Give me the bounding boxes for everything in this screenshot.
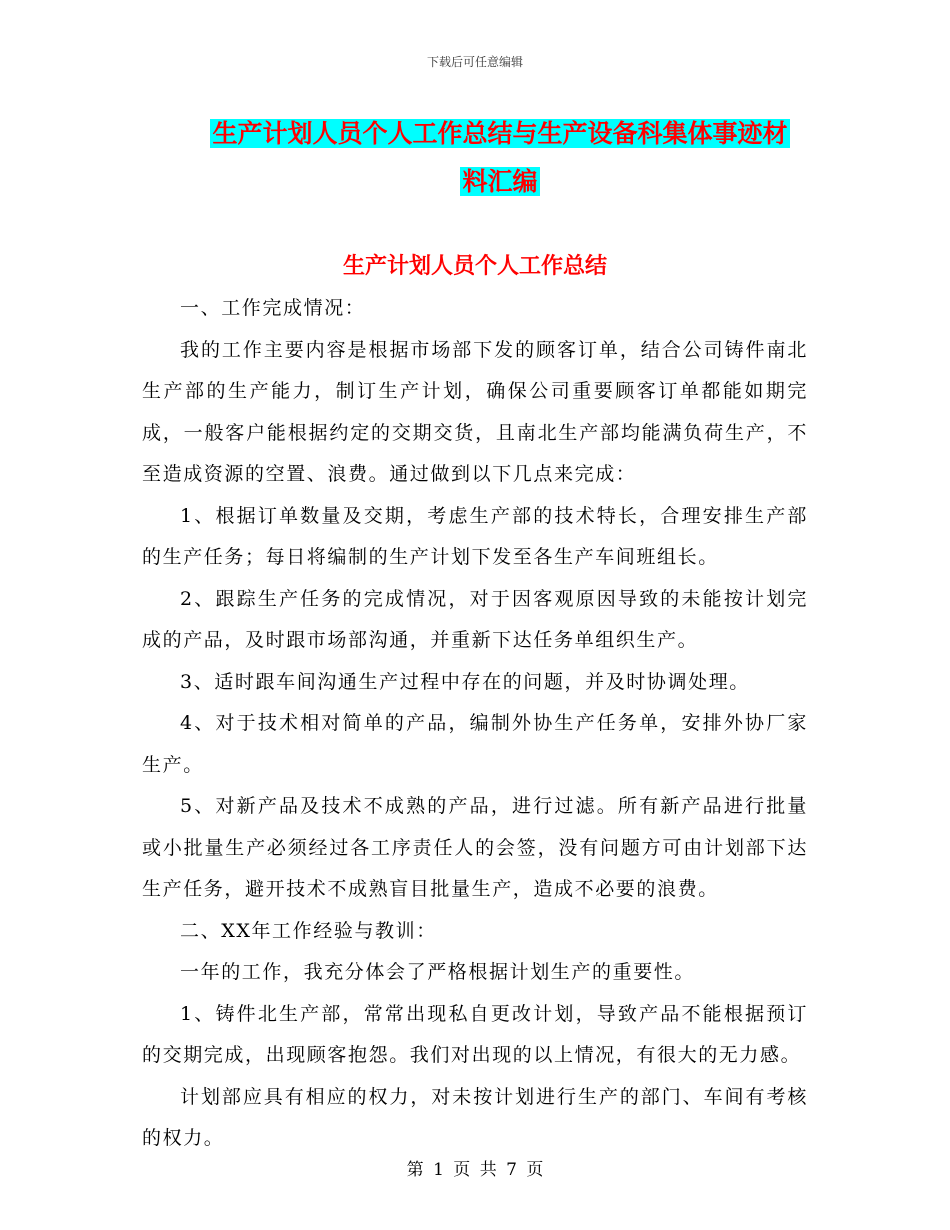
paragraph-7: 5、对新产品及技术不成熟的产品，进行过滤。所有新产品进行批量或小批量生产必须经过各工序责任人的会签，没有问题方可由计划部下达生产任务，避开技术不成熟盲目批量生产，造成不必要的浪费。 — [142, 795, 808, 900]
body-text — [142, 288, 808, 1160]
paragraph-5: 3、适时跟车间沟通生产过程中存在的问题，并及时协调处理。 — [180, 670, 750, 693]
document-title-line-1: 生产计划人员个人工作总结与生产设备科集体事迹材 — [212, 119, 788, 148]
section-title: 生产计划人员个人工作总结 — [342, 254, 607, 279]
paragraph-8: 二、XX年工作经验与教训： — [180, 919, 437, 942]
document-title-line-2: 料汇编 — [462, 167, 538, 196]
header-note: 下载后可任意编辑 — [426, 55, 523, 69]
paragraph-4: 2、跟踪生产任务的完成情况，对于因客观原因导致的未能按计划完成的产品，及时跟市场部沟通，并重新下达任务单组织生产。 — [142, 587, 808, 651]
paragraph-2: 我的工作主要内容是根据市场部下发的顾客订单，结合公司铸件南北生产部的生产能力，制订生产计划，确保公司重要顾客订单都能如期完成，一般客户能根据约定的交期交货，且南北生产部均能满负荷生产，不至造成资源的空置、浪费。通过做到以下几点来完成： — [142, 338, 808, 485]
paragraph-3: 1、根据订单数量及交期，考虑生产部的技术特长，合理安排生产部的生产任务；每日将编制的生产计划下发至各生产车间班组长。 — [142, 504, 808, 568]
paragraph-10: 1、铸件北生产部，常常出现私自更改计划，导致产品不能根据预订的交期完成，出现顾客抱怨。我们对出现的以上情况，有很大的无力感。 — [142, 1002, 808, 1066]
paragraph-1: 一、工作完成情况： — [180, 297, 366, 319]
page-number: 第 1 页 共 7 页 — [406, 1160, 544, 1180]
paragraph-6: 4、对于技术相对简单的产品，编制外协生产任务单，安排外协厂家生产。 — [142, 712, 808, 776]
paragraph-11: 计划部应具有相应的权力，对未按计划进行生产的部门、车间有考核的权力。 — [142, 1085, 808, 1149]
document-title — [140, 110, 860, 206]
paragraph-9: 一年的工作，我充分体会了严格根据计划生产的重要性。 — [180, 961, 696, 983]
